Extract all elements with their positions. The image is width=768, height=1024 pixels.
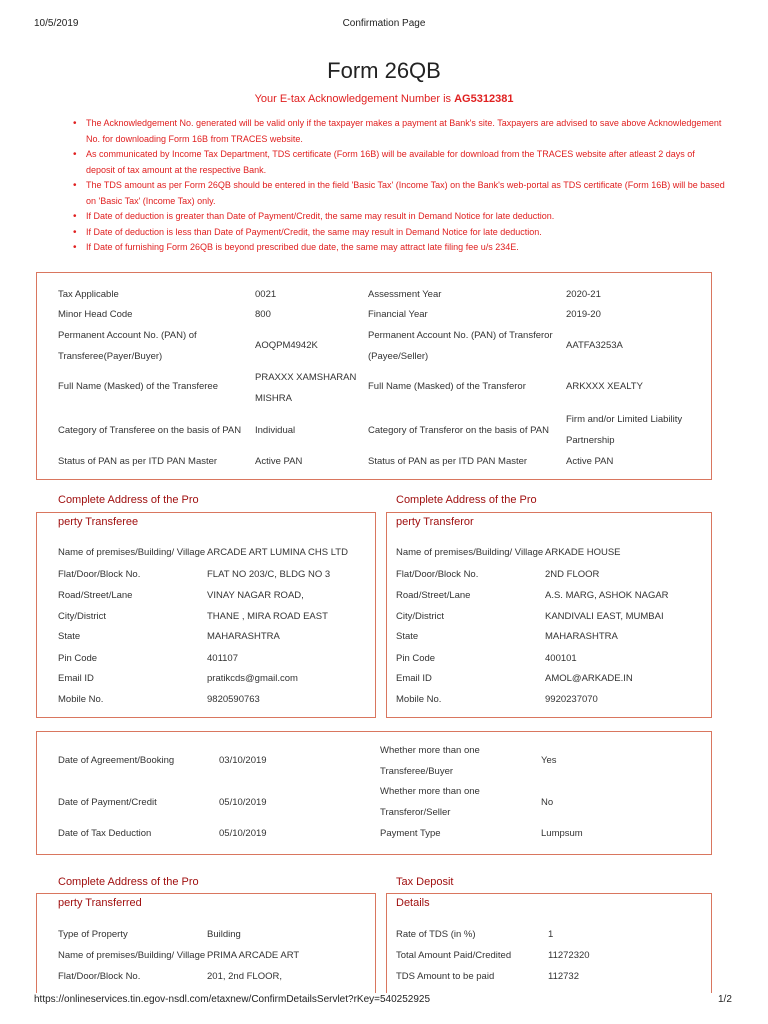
transferor-address-title-1: Complete Address of the Pro: [396, 494, 537, 506]
tax-applicable-label: Tax Applicable: [58, 289, 119, 300]
note-item: • The TDS amount as per Form 26QB should be entered in the field 'Basic Tax' (Income Tax) on the Bank's web-portal as TDS certificate (Form 16B) will be based on 'Basic Tax' (Income Tax) only.: [86, 178, 726, 209]
property-address-title-2: perty Transferred: [58, 897, 142, 909]
transferee-pin-value: 401107: [207, 653, 238, 664]
payment-type-value: Lumpsum: [541, 828, 583, 839]
property-premises-label: Name of premises/Building/ Village: [58, 950, 206, 961]
tds-amount-value: 112732: [548, 971, 579, 982]
transferee-road-value: VINAY NAGAR ROAD,: [207, 590, 304, 601]
property-flat-label: Flat/Door/Block No.: [58, 971, 141, 982]
transferee-flat-value: FLAT NO 203/C, BLDG NO 3: [207, 569, 331, 580]
transferee-mobile-value: 9820590763: [207, 694, 260, 705]
tax-applicable-value: 0021: [255, 289, 277, 300]
transferor-pin-value: 400101: [545, 653, 577, 664]
transferor-flat-label: Flat/Door/Block No.: [396, 569, 479, 580]
status-transferee-label: Status of PAN as per ITD PAN Master: [58, 456, 218, 467]
transferee-flat-label: Flat/Door/Block No.: [58, 569, 141, 580]
name-transferor-value: ARKXXX XEALTY: [566, 381, 643, 392]
transferor-email-label: Email ID: [396, 673, 432, 684]
transferor-flat-value: 2ND FLOOR: [545, 569, 600, 580]
tds-amount-label: TDS Amount to be paid: [396, 971, 495, 982]
property-type-label: Type of Property: [58, 929, 128, 940]
name-transferee-value: PRAXXX XAMSHARAN MISHRA: [255, 372, 357, 404]
payment-type-label: Payment Type: [380, 828, 441, 839]
acknowledgement-number: AG5312381: [454, 93, 514, 105]
minor-head-label: Minor Head Code: [58, 309, 133, 320]
date-deduction-value: 05/10/2019: [219, 828, 267, 839]
acknowledgement-line: [0, 93, 768, 105]
pan-transferee-label: Permanent Account No. (PAN) of Transferee(Payer/Buyer): [58, 330, 197, 362]
transferee-email-label: Email ID: [58, 673, 94, 684]
transferor-mobile-label: Mobile No.: [396, 694, 442, 705]
transferor-city-label: City/District: [396, 611, 445, 622]
assessment-year-label: Assessment Year: [368, 289, 442, 300]
total-amount-label: Total Amount Paid/Credited: [396, 950, 512, 961]
more-transferor-label: Whether more than one Transferor/Seller: [380, 786, 480, 818]
print-page-title: Confirmation Page: [342, 18, 426, 29]
tds-rate-label: Rate of TDS (in %): [396, 929, 476, 940]
pan-transferor-value: AATFA3253A: [566, 340, 623, 351]
transferee-address-title-1: Complete Address of the Pro: [58, 494, 199, 506]
transferor-premises-label: Name of premises/Building/ Village: [396, 547, 544, 558]
category-transferor-value: Firm and/or Limited Liability Partnership: [566, 414, 683, 446]
notes-list: [86, 116, 726, 256]
form-title: Form 26QB: [327, 58, 441, 83]
transferee-city-value: THANE , MIRA ROAD EAST: [207, 611, 328, 622]
date-agreement-value: 03/10/2019: [219, 755, 267, 766]
more-transferee-value: Yes: [541, 755, 557, 766]
transferor-address-title-2: perty Transferor: [396, 516, 474, 528]
date-payment-label: Date of Payment/Credit: [58, 797, 157, 808]
transferee-pin-label: Pin Code: [58, 653, 98, 664]
total-amount-value: 11272320: [548, 950, 590, 961]
category-transferee-label: Category of Transferee on the basis of PAN: [58, 425, 242, 436]
transferee-state-label: State: [58, 631, 81, 642]
transferor-mobile-value: 9920237070: [545, 694, 598, 705]
transferor-road-value: A.S. MARG, ASHOK NAGAR: [545, 590, 669, 601]
transferor-email-value: AMOL@ARKADE.IN: [545, 673, 633, 684]
date-payment-value: 05/10/2019: [219, 797, 267, 808]
transferee-address-title-2: perty Transferee: [58, 516, 139, 528]
transferee-city-label: City/District: [58, 611, 107, 622]
tax-deposit-title-1: Tax Deposit: [396, 876, 454, 888]
transferee-email-value: pratikcds@gmail.com: [207, 673, 298, 684]
transferee-premises-label: Name of premises/Building/ Village: [58, 547, 206, 558]
status-transferee-value: Active PAN: [255, 456, 303, 467]
note-item: • If Date of deduction is less than Date of Payment/Credit, the same may result in Demand Notice for late deduction.: [86, 225, 726, 241]
status-transferor-label: Status of PAN as per ITD PAN Master: [368, 456, 528, 467]
note-item: • If Date of deduction is greater than Date of Payment/Credit, the same may result in Demand Notice for late deduction.: [86, 209, 726, 225]
property-premises-value: PRIMA ARCADE ART: [207, 950, 300, 961]
financial-year-value: 2019-20: [566, 309, 601, 320]
category-transferor-label: Category of Transferor on the basis of PAN: [368, 425, 549, 436]
minor-head-value: 800: [255, 309, 271, 320]
transferee-road-label: Road/Street/Lane: [58, 590, 133, 601]
transferor-pin-label: Pin Code: [396, 653, 436, 664]
property-address-title-1: Complete Address of the Pro: [58, 876, 199, 888]
assessment-year-value: 2020-21: [566, 289, 601, 300]
transferor-state-value: MAHARASHTRA: [545, 631, 618, 642]
category-transferee-value: Individual: [255, 425, 296, 436]
date-deduction-label: Date of Tax Deduction: [58, 828, 152, 839]
status-transferor-value: Active PAN: [566, 456, 614, 467]
note-item: • If Date of furnishing Form 26QB is beyond prescribed due date, the same may attract late filing fee u/s 234E.: [86, 240, 726, 256]
more-transferor-value: No: [541, 797, 554, 808]
pan-transferor-label: Permanent Account No. (PAN) of Transferor (Payee/Seller): [368, 330, 553, 362]
name-transferee-label: Full Name (Masked) of the Transferee: [58, 381, 218, 392]
transferor-road-label: Road/Street/Lane: [396, 590, 471, 601]
transferee-state-value: MAHARASHTRA: [207, 631, 280, 642]
name-transferor-label: Full Name (Masked) of the Transferor: [368, 381, 526, 392]
financial-year-label: Financial Year: [368, 309, 428, 320]
transferor-state-label: State: [396, 631, 419, 642]
date-agreement-label: Date of Agreement/Booking: [58, 755, 175, 766]
note-item: • The Acknowledgement No. generated will be valid only if the taxpayer makes a payment at Bank's site. Taxpayers are advised to save above Acknowledgement No. for downloading Form 16B from TRACES website.: [86, 116, 726, 147]
tax-deposit-title-2: Details: [396, 897, 430, 909]
transferor-city-value: KANDIVALI EAST, MUMBAI: [545, 611, 664, 622]
more-transferee-label: Whether more than one Transferee/Buyer: [380, 745, 480, 777]
print-url: https://onlineservices.tin.egov-nsdl.com/etaxnew/ConfirmDetailsServlet?rKey=540252925: [34, 994, 431, 1005]
pan-transferee-value: AOQPM4942K: [255, 340, 318, 351]
property-flat-value: 201, 2nd FLOOR,: [207, 971, 282, 982]
print-page-number: 1/2: [718, 994, 732, 1005]
print-date: 10/5/2019: [34, 18, 79, 29]
note-item: • As communicated by Income Tax Department, TDS certificate (Form 16B) will be available for download from the TRACES website after atleast 2 days of deposit of tax amount at the respective Bank.: [86, 147, 726, 178]
transferor-premises-value: ARKADE HOUSE: [545, 547, 621, 558]
acknowledgement-prefix: Your E-tax Acknowledgement Number is: [254, 93, 452, 105]
transferee-premises-value: ARCADE ART LUMINA CHS LTD: [207, 547, 348, 558]
property-type-value: Building: [207, 929, 241, 940]
transferee-mobile-label: Mobile No.: [58, 694, 104, 705]
tds-rate-value: 1: [548, 929, 554, 940]
